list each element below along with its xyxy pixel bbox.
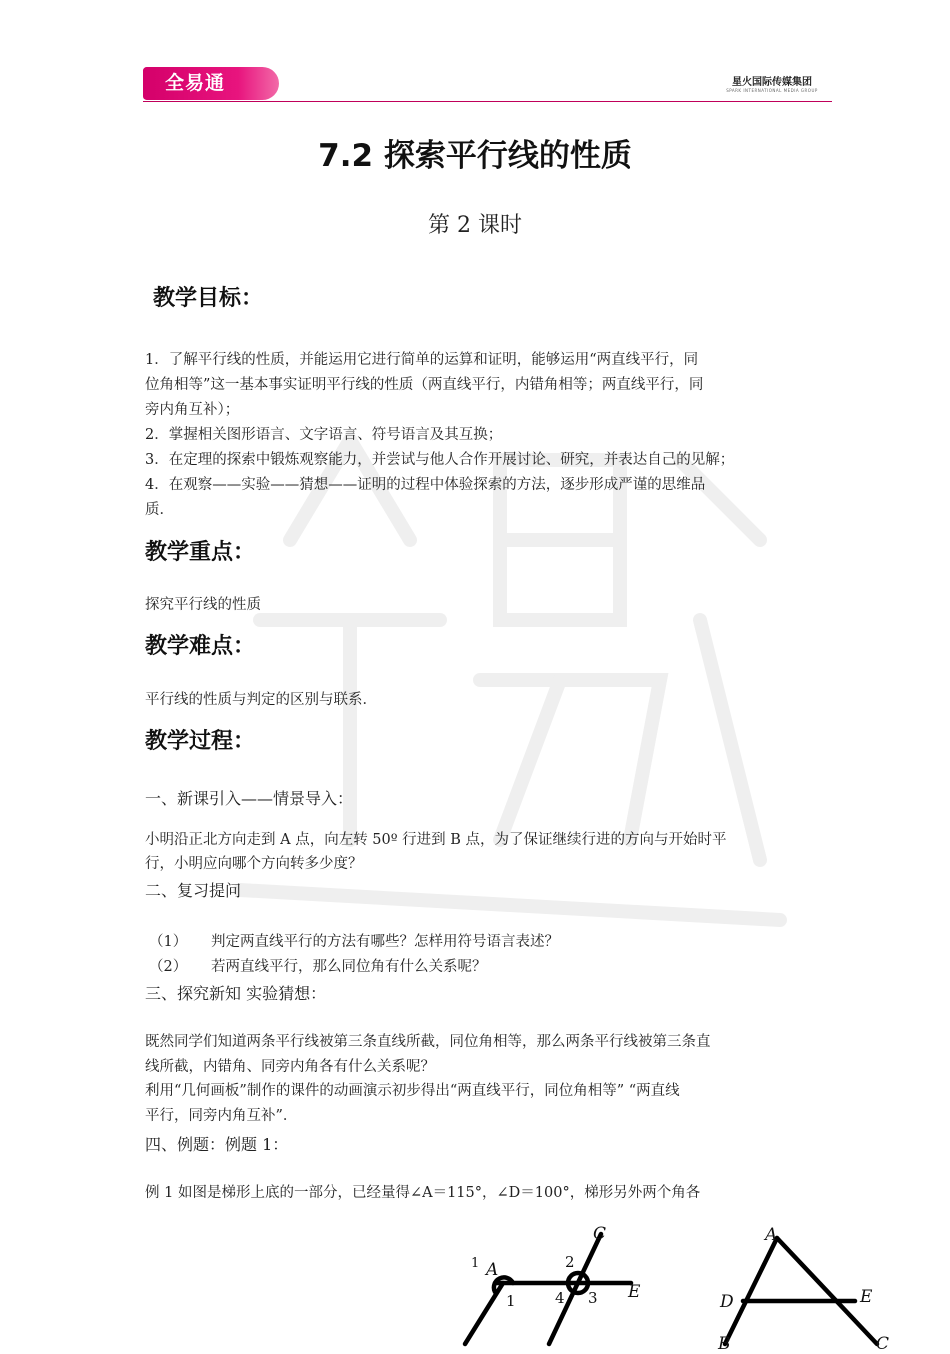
part-1-line-1: 小明沿正北方向走到 A 点，向左转 50º 行进到 B 点，为了保证继续行进的方向与开始时平: [145, 832, 727, 848]
figure-1-angle-1: 1: [506, 1292, 516, 1310]
part-3-line-2: 线所截，内错角、同旁内角各有什么关系呢？: [145, 1059, 435, 1075]
part-3-line-4: 平行，同旁内角互补”．: [145, 1108, 298, 1124]
objective-1-line-1: 1．了解平行线的性质，并能运用它进行简单的运算和证明，能够运用“两直线平行，同: [145, 352, 699, 368]
figure-1-angle-4: 4: [555, 1289, 565, 1307]
figure-2-side-ab: [725, 1238, 777, 1344]
example-1-text: 例 1 如图是梯形上底的一部分，已经量得∠A＝115°，∠D＝100°，梯形另外两个角各: [145, 1185, 701, 1201]
question-2-text: 若两直线平行，那么同位角有什么关系呢？: [211, 959, 487, 975]
question-1-number: （1）: [149, 934, 188, 950]
difficulty-text: 平行线的性质与判定的区别与联系．: [145, 692, 377, 708]
objective-3: 3．在定理的探索中锻炼观察能力，并尝试与他人合作开展讨论、研究，并表达自己的见解；: [145, 452, 735, 468]
objectives-heading: 教学目标：: [153, 286, 264, 311]
objective-1-line-3: 旁内角互补）；: [145, 402, 240, 418]
part-3-title: 三、探究新知 实验猜想：: [145, 984, 327, 1003]
figure-2-label-a: A: [765, 1225, 778, 1245]
objective-4-line-1: 4．在观察——实验——猜想——证明的过程中体验探索的方法，逐步形成严谨的思维品: [145, 477, 706, 493]
figure-1-label-e: E: [628, 1282, 641, 1302]
objective-4-line-2: 质．: [145, 502, 174, 518]
question-2-number: （2）: [149, 959, 188, 975]
figure-1-label-a: A: [486, 1260, 499, 1280]
publisher-english-name: SPARK INTERNATIONAL MEDIA GROUP: [726, 88, 818, 93]
brand-logo: 全易通: [143, 67, 279, 100]
part-3-line-3: 利用“几何画板”制作的课件的动画演示初步得出“两直线平行，同位角相等” “两直线: [145, 1083, 680, 1099]
figure-2-label-e: E: [860, 1287, 873, 1307]
figure-1-angle-3: 3: [588, 1289, 598, 1307]
part-1-title: 一、新课引入——情景导入：: [145, 789, 354, 808]
figure-1-line-left: [465, 1283, 503, 1344]
figure-1-angle-2: 2: [565, 1253, 575, 1271]
part-1-line-2: 行，小明应向哪个方向转多少度？: [145, 856, 363, 872]
page-title: 7.2 探索平行线的性质: [318, 138, 632, 174]
key-point-heading: 教学重点：: [145, 540, 256, 565]
figure-2-label-b: B: [718, 1334, 731, 1354]
part-4-title: 四、例题：例题 1：: [145, 1135, 289, 1154]
key-point-text: 探究平行线的性质: [145, 597, 261, 613]
process-heading: 教学过程：: [145, 729, 256, 754]
figure-1-label-one-small: 1: [471, 1256, 480, 1271]
figure-1-label-c: C: [593, 1224, 607, 1244]
lesson-period: 第 2 课时: [428, 213, 522, 238]
objective-1-line-2: 位角相等”这一基本事实证明平行线的性质（两直线平行，内错角相等；两直线平行，同: [145, 377, 704, 393]
figure-1-trapezoid-partial: [465, 1220, 655, 1344]
header-divider: [143, 101, 832, 102]
publisher-name: 星火国际传媒集团: [732, 77, 812, 88]
objective-2: 2．掌握相关图形语言、文字语言、符号语言及其互换；: [145, 427, 503, 443]
part-3-line-1: 既然同学们知道两条平行线被第三条直线所截，同位角相等，那么两条平行线被第三条直: [145, 1034, 711, 1050]
question-1-text: 判定两直线平行的方法有哪些？怎样用符号语言表述？: [211, 934, 559, 950]
figure-2-label-c: C: [876, 1334, 890, 1354]
figure-2-label-d: D: [720, 1292, 734, 1312]
part-2-title: 二、复习提问: [145, 881, 242, 900]
difficulty-heading: 教学难点：: [145, 634, 256, 659]
